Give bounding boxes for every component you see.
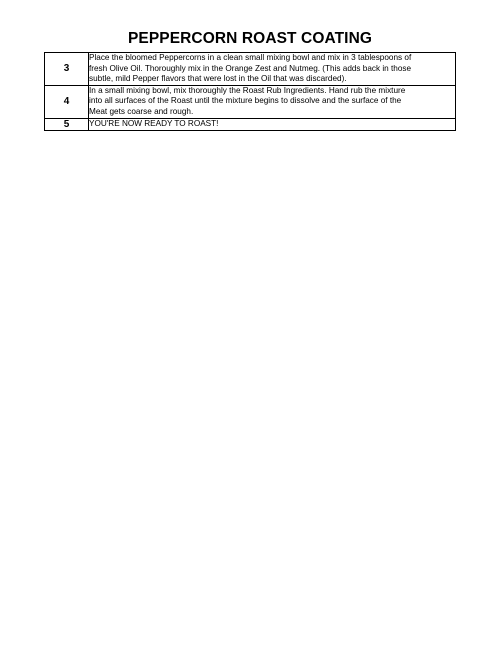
table-row xyxy=(45,53,456,86)
step-text-line: Place the bloomed Peppercorns in a clean small mixing bowl and mix in 3 tablespoons of xyxy=(89,53,412,62)
step-number: 3 xyxy=(45,53,89,86)
step-text-line: Meat gets coarse and rough. xyxy=(89,106,194,116)
step-number: 4 xyxy=(45,85,89,118)
step-text-line: into all surfaces of the Roast until the mixture begins to dissolve and the surface of the xyxy=(89,96,402,106)
steps-table xyxy=(44,52,456,131)
step-text-line: subtle, mild Pepper flavors that were lost in the Oil that was discarded). xyxy=(89,74,347,84)
step-text-line: In a small mixing bowl, mix thoroughly the Roast Rub Ingredients. Hand rub the mixture xyxy=(89,85,406,95)
step-instructions xyxy=(89,53,456,86)
page-title: PEPPERCORN ROAST COATING xyxy=(127,30,373,47)
table-row xyxy=(45,85,456,118)
step-text-line: YOU'RE NOW READY TO ROAST! xyxy=(89,118,219,128)
step-instructions xyxy=(89,85,456,118)
table-row xyxy=(45,118,456,130)
step-instructions xyxy=(89,118,456,130)
step-text-line: fresh Olive Oil. Thoroughly mix in the Orange Zest and Nutmeg. (This adds back in those xyxy=(89,63,412,73)
step-number: 5 xyxy=(45,118,89,130)
